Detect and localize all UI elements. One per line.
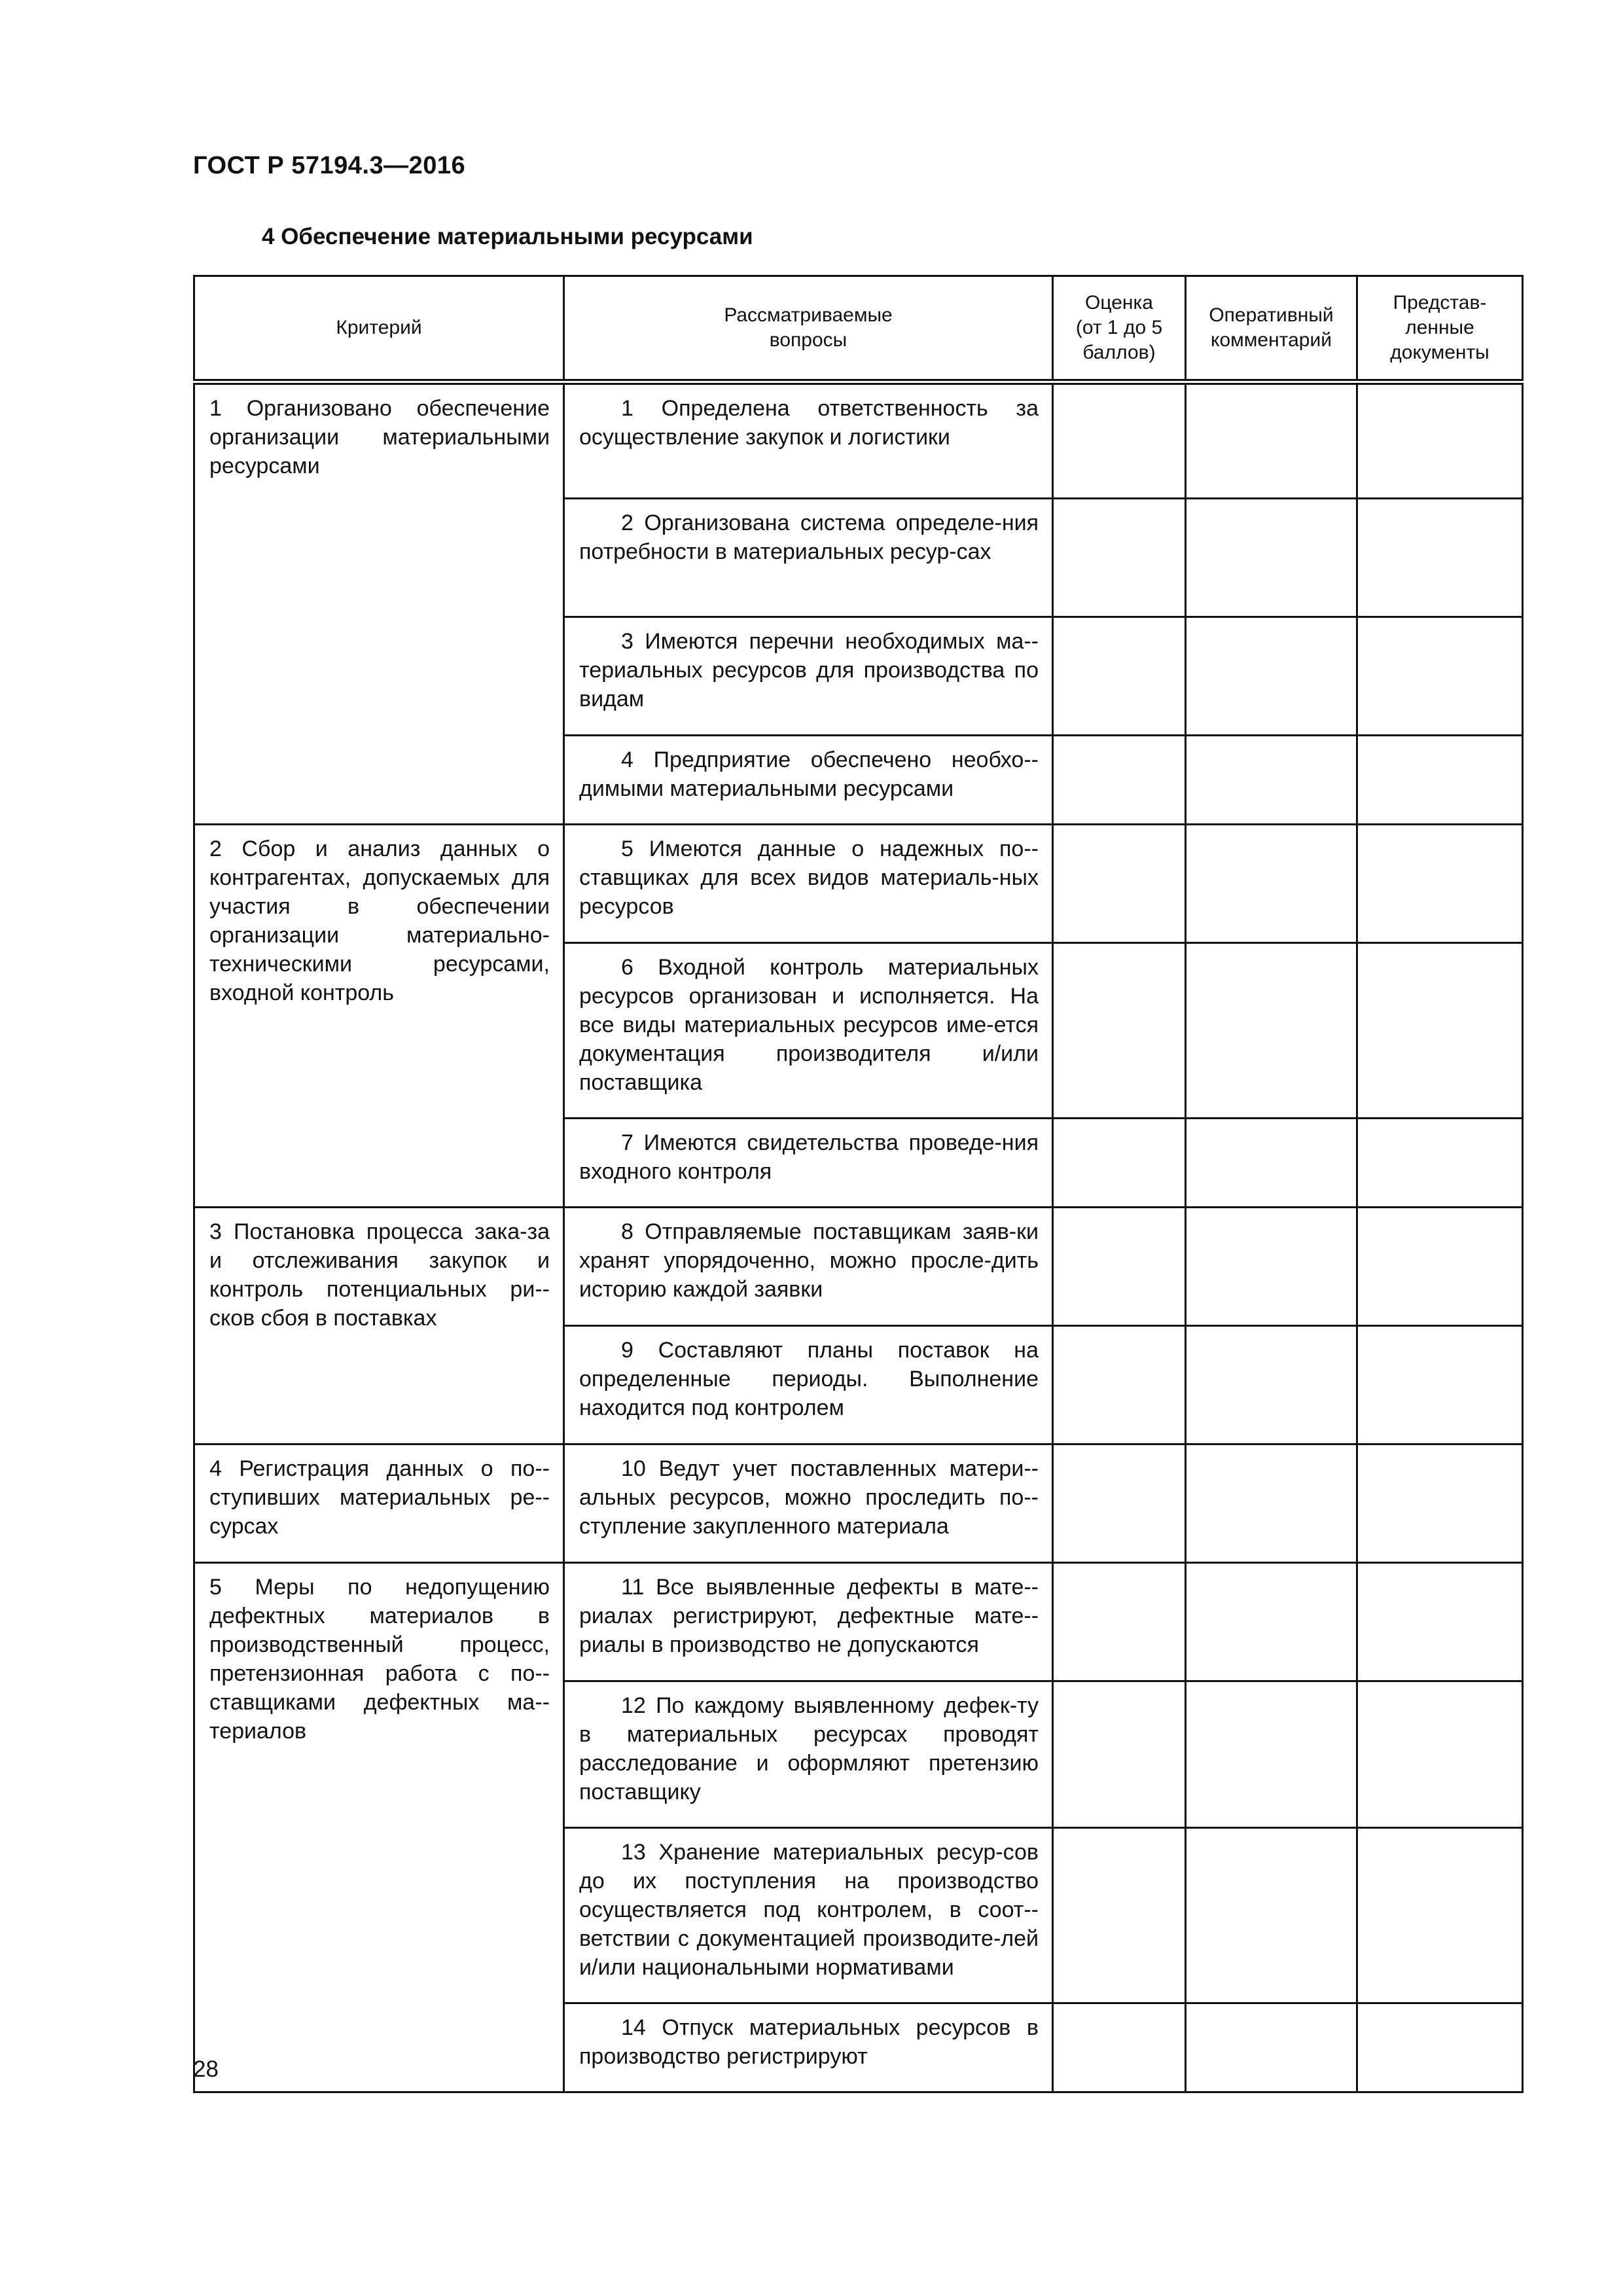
criterion-cell: 3 Постановка процесса зака-за и отслеживания закупок и контроль потенциальных ри-сков сбоя в поставках (194, 1208, 564, 1444)
documents-cell[interactable] (1357, 1828, 1523, 2003)
criterion-cell: 4 Регистрация данных о по-ступивших материальных ре-сурсах (194, 1444, 564, 1563)
documents-cell[interactable] (1357, 1681, 1523, 1828)
comment-cell[interactable] (1186, 2003, 1357, 2092)
score-cell[interactable] (1053, 1563, 1186, 1681)
score-cell[interactable] (1053, 1208, 1186, 1326)
documents-cell[interactable] (1357, 382, 1523, 499)
page-number: 28 (193, 2056, 219, 2082)
comment-cell[interactable] (1186, 736, 1357, 825)
comment-cell[interactable] (1186, 1828, 1357, 2003)
question-cell: 10 Ведут учет поставленных матери-альных ресурсов, можно проследить по-ступление закупленного материала (564, 1444, 1053, 1563)
header-documents: Представ- ленные документы (1357, 276, 1523, 382)
table-header-row (194, 276, 1523, 382)
question-cell: 3 Имеются перечни необходимых ма-териальных ресурсов для производства по видам (564, 617, 1053, 736)
question-cell: 9 Составляют планы поставок на определенные периоды. Выполнение находится под контролем (564, 1326, 1053, 1444)
documents-cell[interactable] (1357, 499, 1523, 617)
header-criterion: Критерий (194, 276, 564, 382)
table-row (194, 1563, 1523, 1681)
comment-cell[interactable] (1186, 1444, 1357, 1563)
score-cell[interactable] (1053, 943, 1186, 1119)
question-cell: 5 Имеются данные о надежных по-ставщиках для всех видов материаль-ных ресурсов (564, 825, 1053, 943)
section-title: 4 Обеспечение материальными ресурсами (262, 224, 753, 249)
question-cell: 7 Имеются свидетельства проведе-ния входного контроля (564, 1119, 1053, 1208)
header-score: Оценка (от 1 до 5 баллов) (1053, 276, 1186, 382)
comment-cell[interactable] (1186, 382, 1357, 499)
score-cell[interactable] (1053, 382, 1186, 499)
score-cell[interactable] (1053, 1119, 1186, 1208)
comment-cell[interactable] (1186, 617, 1357, 736)
documents-cell[interactable] (1357, 2003, 1523, 2092)
question-cell: 4 Предприятие обеспечено необхо-димыми материальными ресурсами (564, 736, 1053, 825)
documents-cell[interactable] (1357, 1563, 1523, 1681)
comment-cell[interactable] (1186, 1208, 1357, 1326)
question-cell: 11 Все выявленные дефекты в мате-риалах регистрируют, дефектные мате-риалы в производство не допускаются (564, 1563, 1053, 1681)
comment-cell[interactable] (1186, 1563, 1357, 1681)
documents-cell[interactable] (1357, 1326, 1523, 1444)
documents-cell[interactable] (1357, 1444, 1523, 1563)
documents-cell[interactable] (1357, 617, 1523, 736)
table-row (194, 825, 1523, 943)
comment-cell[interactable] (1186, 1681, 1357, 1828)
comment-cell[interactable] (1186, 825, 1357, 943)
comment-cell[interactable] (1186, 1326, 1357, 1444)
checklist-table (193, 275, 1524, 2093)
question-cell: 1 Определена ответственность за осуществление закупок и логистики (564, 382, 1053, 499)
header-comment: Оперативный комментарий (1186, 276, 1357, 382)
score-cell[interactable] (1053, 1681, 1186, 1828)
question-cell: 6 Входной контроль материальных ресурсов организован и исполняется. На все виды материальных ресурсов име-ется документация производителя и/или поставщика (564, 943, 1053, 1119)
table-row (194, 382, 1523, 499)
score-cell[interactable] (1053, 617, 1186, 736)
score-cell[interactable] (1053, 1326, 1186, 1444)
score-cell[interactable] (1053, 736, 1186, 825)
score-cell[interactable] (1053, 499, 1186, 617)
comment-cell[interactable] (1186, 499, 1357, 617)
table-row (194, 1208, 1523, 1326)
question-cell: 14 Отпуск материальных ресурсов в производство регистрируют (564, 2003, 1053, 2092)
score-cell[interactable] (1053, 825, 1186, 943)
score-cell[interactable] (1053, 2003, 1186, 2092)
table-row (194, 1444, 1523, 1563)
criterion-cell: 1 Организовано обеспечение организации материальными ресурсами (194, 382, 564, 825)
documents-cell[interactable] (1357, 943, 1523, 1119)
header-questions: Рассматриваемые вопросы (564, 276, 1053, 382)
score-cell[interactable] (1053, 1828, 1186, 2003)
question-cell: 12 По каждому выявленному дефек-ту в материальных ресурсах проводят расследование и оформляют претензию поставщику (564, 1681, 1053, 1828)
documents-cell[interactable] (1357, 825, 1523, 943)
document-code: ГОСТ Р 57194.3—2016 (193, 152, 466, 179)
documents-cell[interactable] (1357, 736, 1523, 825)
comment-cell[interactable] (1186, 943, 1357, 1119)
question-cell: 2 Организована система определе-ния потребности в материальных ресур-сах (564, 499, 1053, 617)
question-cell: 8 Отправляемые поставщикам заяв-ки хранят упорядоченно, можно просле-дить историю каждой заявки (564, 1208, 1053, 1326)
criterion-cell: 2 Сбор и анализ данных о контрагентах, допускаемых для участия в обеспечении организации материально-техническими ресурсами, входной контроль (194, 825, 564, 1208)
score-cell[interactable] (1053, 1444, 1186, 1563)
question-cell: 13 Хранение материальных ресур-сов до их поступления на производство осуществляется под контролем, в соот-ветствии с документацией производите-лей и/или национальными нормативами (564, 1828, 1053, 2003)
documents-cell[interactable] (1357, 1119, 1523, 1208)
documents-cell[interactable] (1357, 1208, 1523, 1326)
criterion-cell: 5 Меры по недопущению дефектных материалов в производственный процесс, претензионная работа с по-ставщиками дефектных ма-териалов (194, 1563, 564, 2092)
comment-cell[interactable] (1186, 1119, 1357, 1208)
